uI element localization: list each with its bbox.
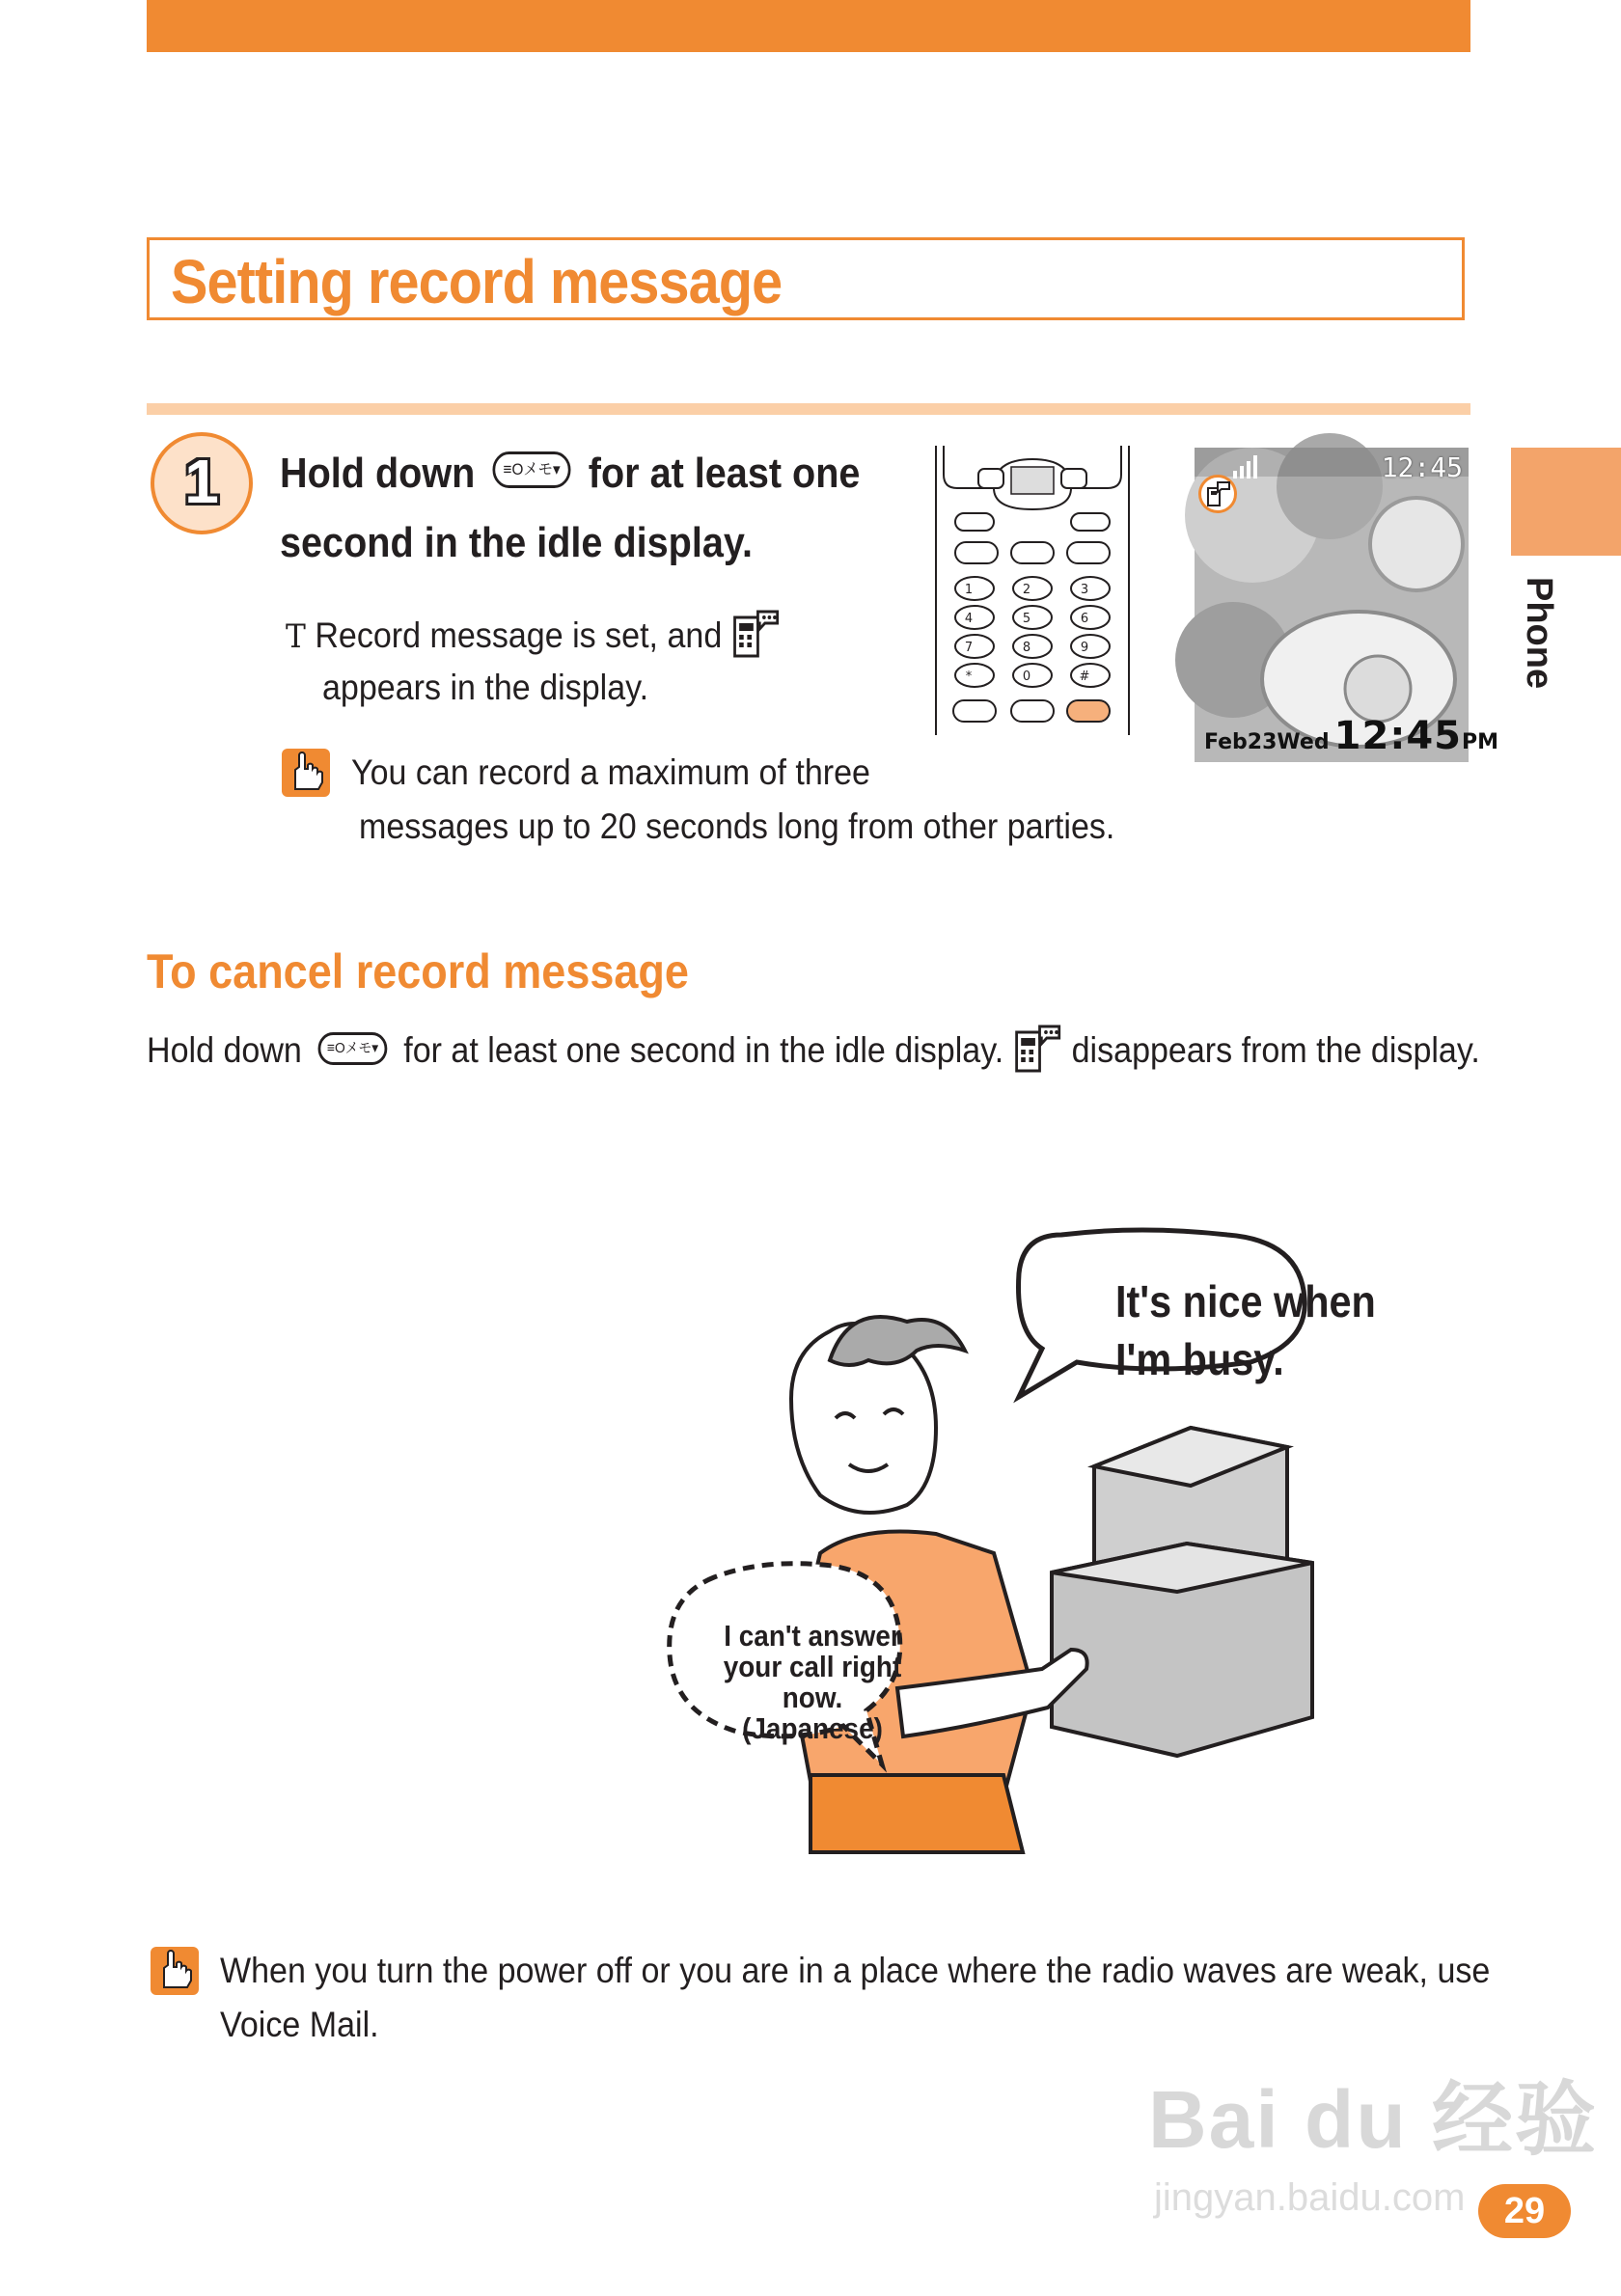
phone-bubble-line2: your call right xyxy=(723,1650,902,1683)
hint-hand-icon xyxy=(282,749,330,797)
step-number-badge xyxy=(151,432,253,534)
signal-strength-icon xyxy=(1233,455,1258,483)
svg-text:0: 0 xyxy=(1022,670,1031,684)
memo-key-icon: ≡Oメモ▾ xyxy=(318,1032,388,1065)
footer-note-line1: When you turn the power off or you are in a place where the radio waves are weak, use xyxy=(220,1951,1491,1990)
idle-time: 12:45 xyxy=(1333,714,1462,758)
svg-text:2: 2 xyxy=(1022,583,1031,597)
svg-text:*: * xyxy=(965,670,973,684)
title-box xyxy=(147,237,1465,320)
svg-text:1: 1 xyxy=(964,583,974,597)
idle-clock xyxy=(1204,714,1498,758)
result-text: Record message is set, and xyxy=(315,615,723,655)
cancel-text-middle: for at least one second in the idle display. xyxy=(403,1029,1004,1070)
watermark-url: jingyan.baidu.com xyxy=(1154,2176,1466,2219)
step-instruction-line2: second in the idle display. xyxy=(280,519,753,566)
svg-text:#: # xyxy=(1079,670,1090,684)
idle-display-screenshot xyxy=(1195,448,1499,762)
speech-line1: It's nice when xyxy=(1115,1276,1376,1326)
svg-text:3: 3 xyxy=(1080,583,1089,597)
step-number: 1 xyxy=(184,447,219,516)
svg-text:4: 4 xyxy=(964,612,974,626)
header-bar xyxy=(147,0,1470,52)
watermark-logo: Bai du 经验 xyxy=(1148,2074,1599,2165)
status-time: 12:45 xyxy=(1381,451,1463,483)
phone-bubble-line4: (Japanese) xyxy=(742,1711,883,1745)
section-rule xyxy=(147,403,1470,415)
side-tab xyxy=(1511,448,1621,556)
cancel-heading: To cancel record message xyxy=(147,944,689,998)
result-line2: appears in the display. xyxy=(322,668,649,707)
memo-key-icon: ≡Oメモ▾ xyxy=(493,451,571,488)
svg-text:9: 9 xyxy=(1080,641,1089,655)
step-text-before: Hold down xyxy=(280,450,476,497)
record-message-icon xyxy=(731,608,782,660)
result-bullet: T xyxy=(286,616,306,656)
cancel-instruction xyxy=(147,1026,1480,1079)
hint-line1: You can record a maximum of three xyxy=(351,752,870,792)
record-message-status-icon xyxy=(1198,475,1237,513)
phone-keypad-illustration xyxy=(930,446,1135,741)
footer-note-line2: Voice Mail. xyxy=(220,2005,379,2044)
result-line1 xyxy=(286,612,781,664)
page-title: Setting record message xyxy=(171,247,783,316)
hint-line2: messages up to 20 seconds long from other parties. xyxy=(359,806,1115,846)
step-text-after: for at least one xyxy=(588,450,861,497)
speech-line2: I'm busy. xyxy=(1115,1334,1284,1384)
svg-text:6: 6 xyxy=(1080,612,1089,626)
cancel-text-after: disappears from the display. xyxy=(1071,1029,1480,1070)
side-tab-label: Phone xyxy=(1519,577,1559,690)
phone-bubble-line3: now. xyxy=(782,1681,843,1714)
cancel-text-before: Hold down xyxy=(147,1029,302,1070)
idle-date: Feb23Wed xyxy=(1204,730,1330,754)
page-number: 29 xyxy=(1478,2184,1571,2238)
svg-text:5: 5 xyxy=(1022,612,1031,626)
svg-text:7: 7 xyxy=(964,641,974,655)
record-message-icon xyxy=(1013,1023,1063,1075)
idle-ampm: PM xyxy=(1462,730,1499,754)
phone-bubble-line1: I can't answer xyxy=(724,1619,901,1653)
hint-hand-icon xyxy=(151,1947,199,1995)
svg-text:8: 8 xyxy=(1022,641,1031,655)
step-instruction-line1 xyxy=(280,450,860,498)
screen-wallpaper xyxy=(1195,448,1499,762)
